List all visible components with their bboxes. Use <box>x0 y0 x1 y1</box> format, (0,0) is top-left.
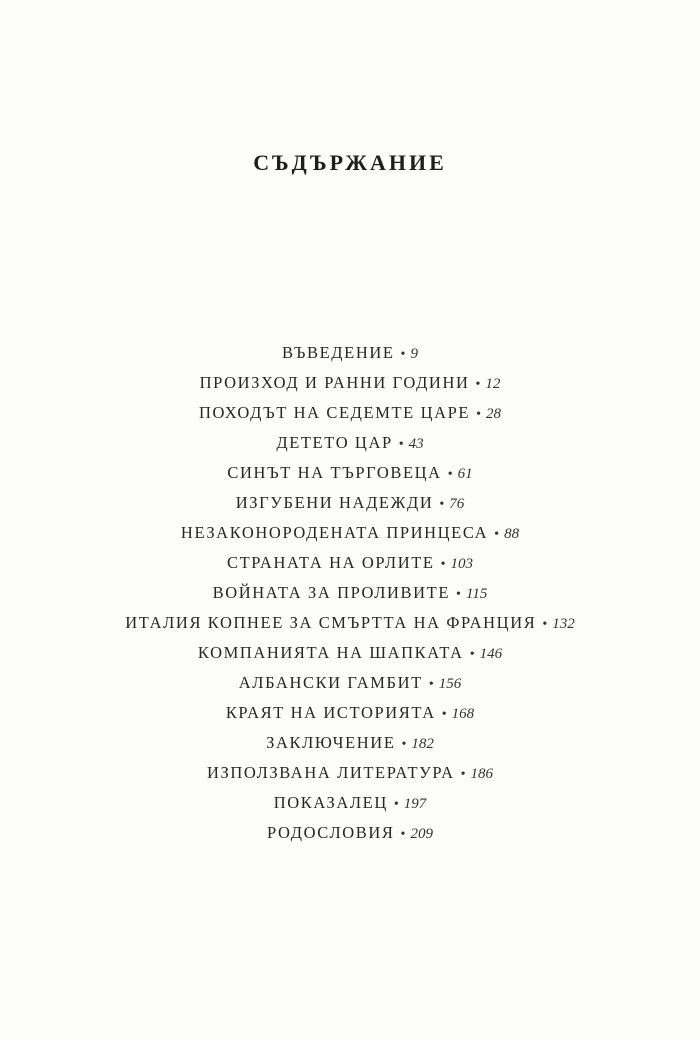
toc-separator: • <box>447 467 453 482</box>
toc-page-number: 168 <box>451 706 475 722</box>
toc-entry <box>0 458 700 488</box>
toc-entry-title: ПОКАЗАЛЕЦ <box>273 793 388 812</box>
toc-page-number: 61 <box>457 466 473 482</box>
toc-entry <box>0 698 700 728</box>
toc-entry-title: ИТАЛИЯ КОПНЕЕ ЗА СМЪРТТА НА ФРАНЦИЯ <box>125 613 537 632</box>
toc-separator: • <box>398 437 404 452</box>
toc-entry-title: РОДОСЛОВИЯ <box>267 823 395 842</box>
toc-entry <box>0 428 700 458</box>
toc-entry <box>0 788 700 818</box>
toc-entry-title: ИЗПОЛЗВАНА ЛИТЕРАТУРА <box>206 763 455 782</box>
toc-entry <box>0 728 700 758</box>
toc-separator: • <box>469 647 475 662</box>
toc-entry-title: ИЗГУБЕНИ НАДЕЖДИ <box>235 493 434 512</box>
toc-entry <box>0 488 700 518</box>
table-of-contents <box>0 338 700 848</box>
toc-entry-title: СТРАНАТА НА ОРЛИТЕ <box>226 553 435 572</box>
toc-entry-title: ДЕТЕТО ЦАР <box>276 433 393 452</box>
toc-entry-title: ПОХОДЪТ НА СЕДЕМТЕ ЦАРЕ <box>199 403 471 422</box>
toc-separator: • <box>439 497 445 512</box>
toc-entry <box>0 608 700 638</box>
toc-separator: • <box>428 677 434 692</box>
toc-entry <box>0 818 700 848</box>
toc-entry-title: СИНЪТ НА ТЪРГОВЕЦА <box>227 463 442 482</box>
toc-entry <box>0 368 700 398</box>
toc-page-number: 186 <box>470 766 494 782</box>
toc-separator: • <box>456 587 461 602</box>
toc-entry <box>0 638 700 668</box>
toc-entry <box>0 398 700 428</box>
toc-separator: • <box>400 827 406 842</box>
toc-page-number: 9 <box>410 346 418 362</box>
toc-separator: • <box>460 767 466 782</box>
toc-entry-title: КОМПАНИЯТА НА ШАПКАТА <box>197 643 464 662</box>
toc-page-number: 88 <box>504 526 520 542</box>
toc-entry <box>0 758 700 788</box>
toc-page-number: 197 <box>403 796 427 812</box>
toc-entry-title: ЗАКЛЮЧЕНИЕ <box>266 733 396 752</box>
toc-entry-title: АЛБАНСКИ ГАМБИТ <box>238 673 423 692</box>
toc-page-number: 103 <box>450 556 474 572</box>
toc-separator: • <box>393 797 399 812</box>
toc-entry-title: НЕЗАКОНОРОДЕНАТА ПРИНЦЕСА <box>180 523 489 542</box>
toc-page-number: 115 <box>465 586 488 602</box>
toc-page-number: 209 <box>410 826 433 842</box>
toc-entry <box>0 578 700 608</box>
toc-separator: • <box>400 347 406 362</box>
toc-page-number: 43 <box>408 436 424 452</box>
toc-entry <box>0 668 700 698</box>
page-title: СЪДЪРЖАНИЕ <box>253 150 447 175</box>
toc-entry <box>0 518 700 548</box>
toc-page-number: 76 <box>449 496 465 512</box>
toc-page-number: 156 <box>438 676 462 692</box>
toc-separator: • <box>476 407 481 422</box>
toc-entry-title: КРАЯТ НА ИСТОРИЯТА <box>225 703 436 722</box>
toc-page-number: 12 <box>485 376 501 392</box>
toc-entry-title: ВОЙНАТА ЗА ПРОЛИВИТЕ <box>212 583 451 602</box>
toc-separator: • <box>542 617 548 632</box>
toc-separator: • <box>494 527 500 542</box>
toc-separator: • <box>401 737 407 752</box>
toc-page-number: 132 <box>552 616 575 632</box>
toc-entry-title: ПРОИЗХОД И РАННИ ГОДИНИ <box>199 373 470 392</box>
toc-page-number: 182 <box>411 736 434 752</box>
toc-page-number: 146 <box>479 646 503 662</box>
toc-separator: • <box>440 557 446 572</box>
toc-entry <box>0 548 700 578</box>
toc-separator: • <box>475 377 481 392</box>
toc-entry-title: ВЪВЕДЕНИЕ <box>282 343 395 362</box>
toc-entry <box>0 338 700 368</box>
toc-page-number: 28 <box>485 406 501 422</box>
toc-separator: • <box>441 707 447 722</box>
